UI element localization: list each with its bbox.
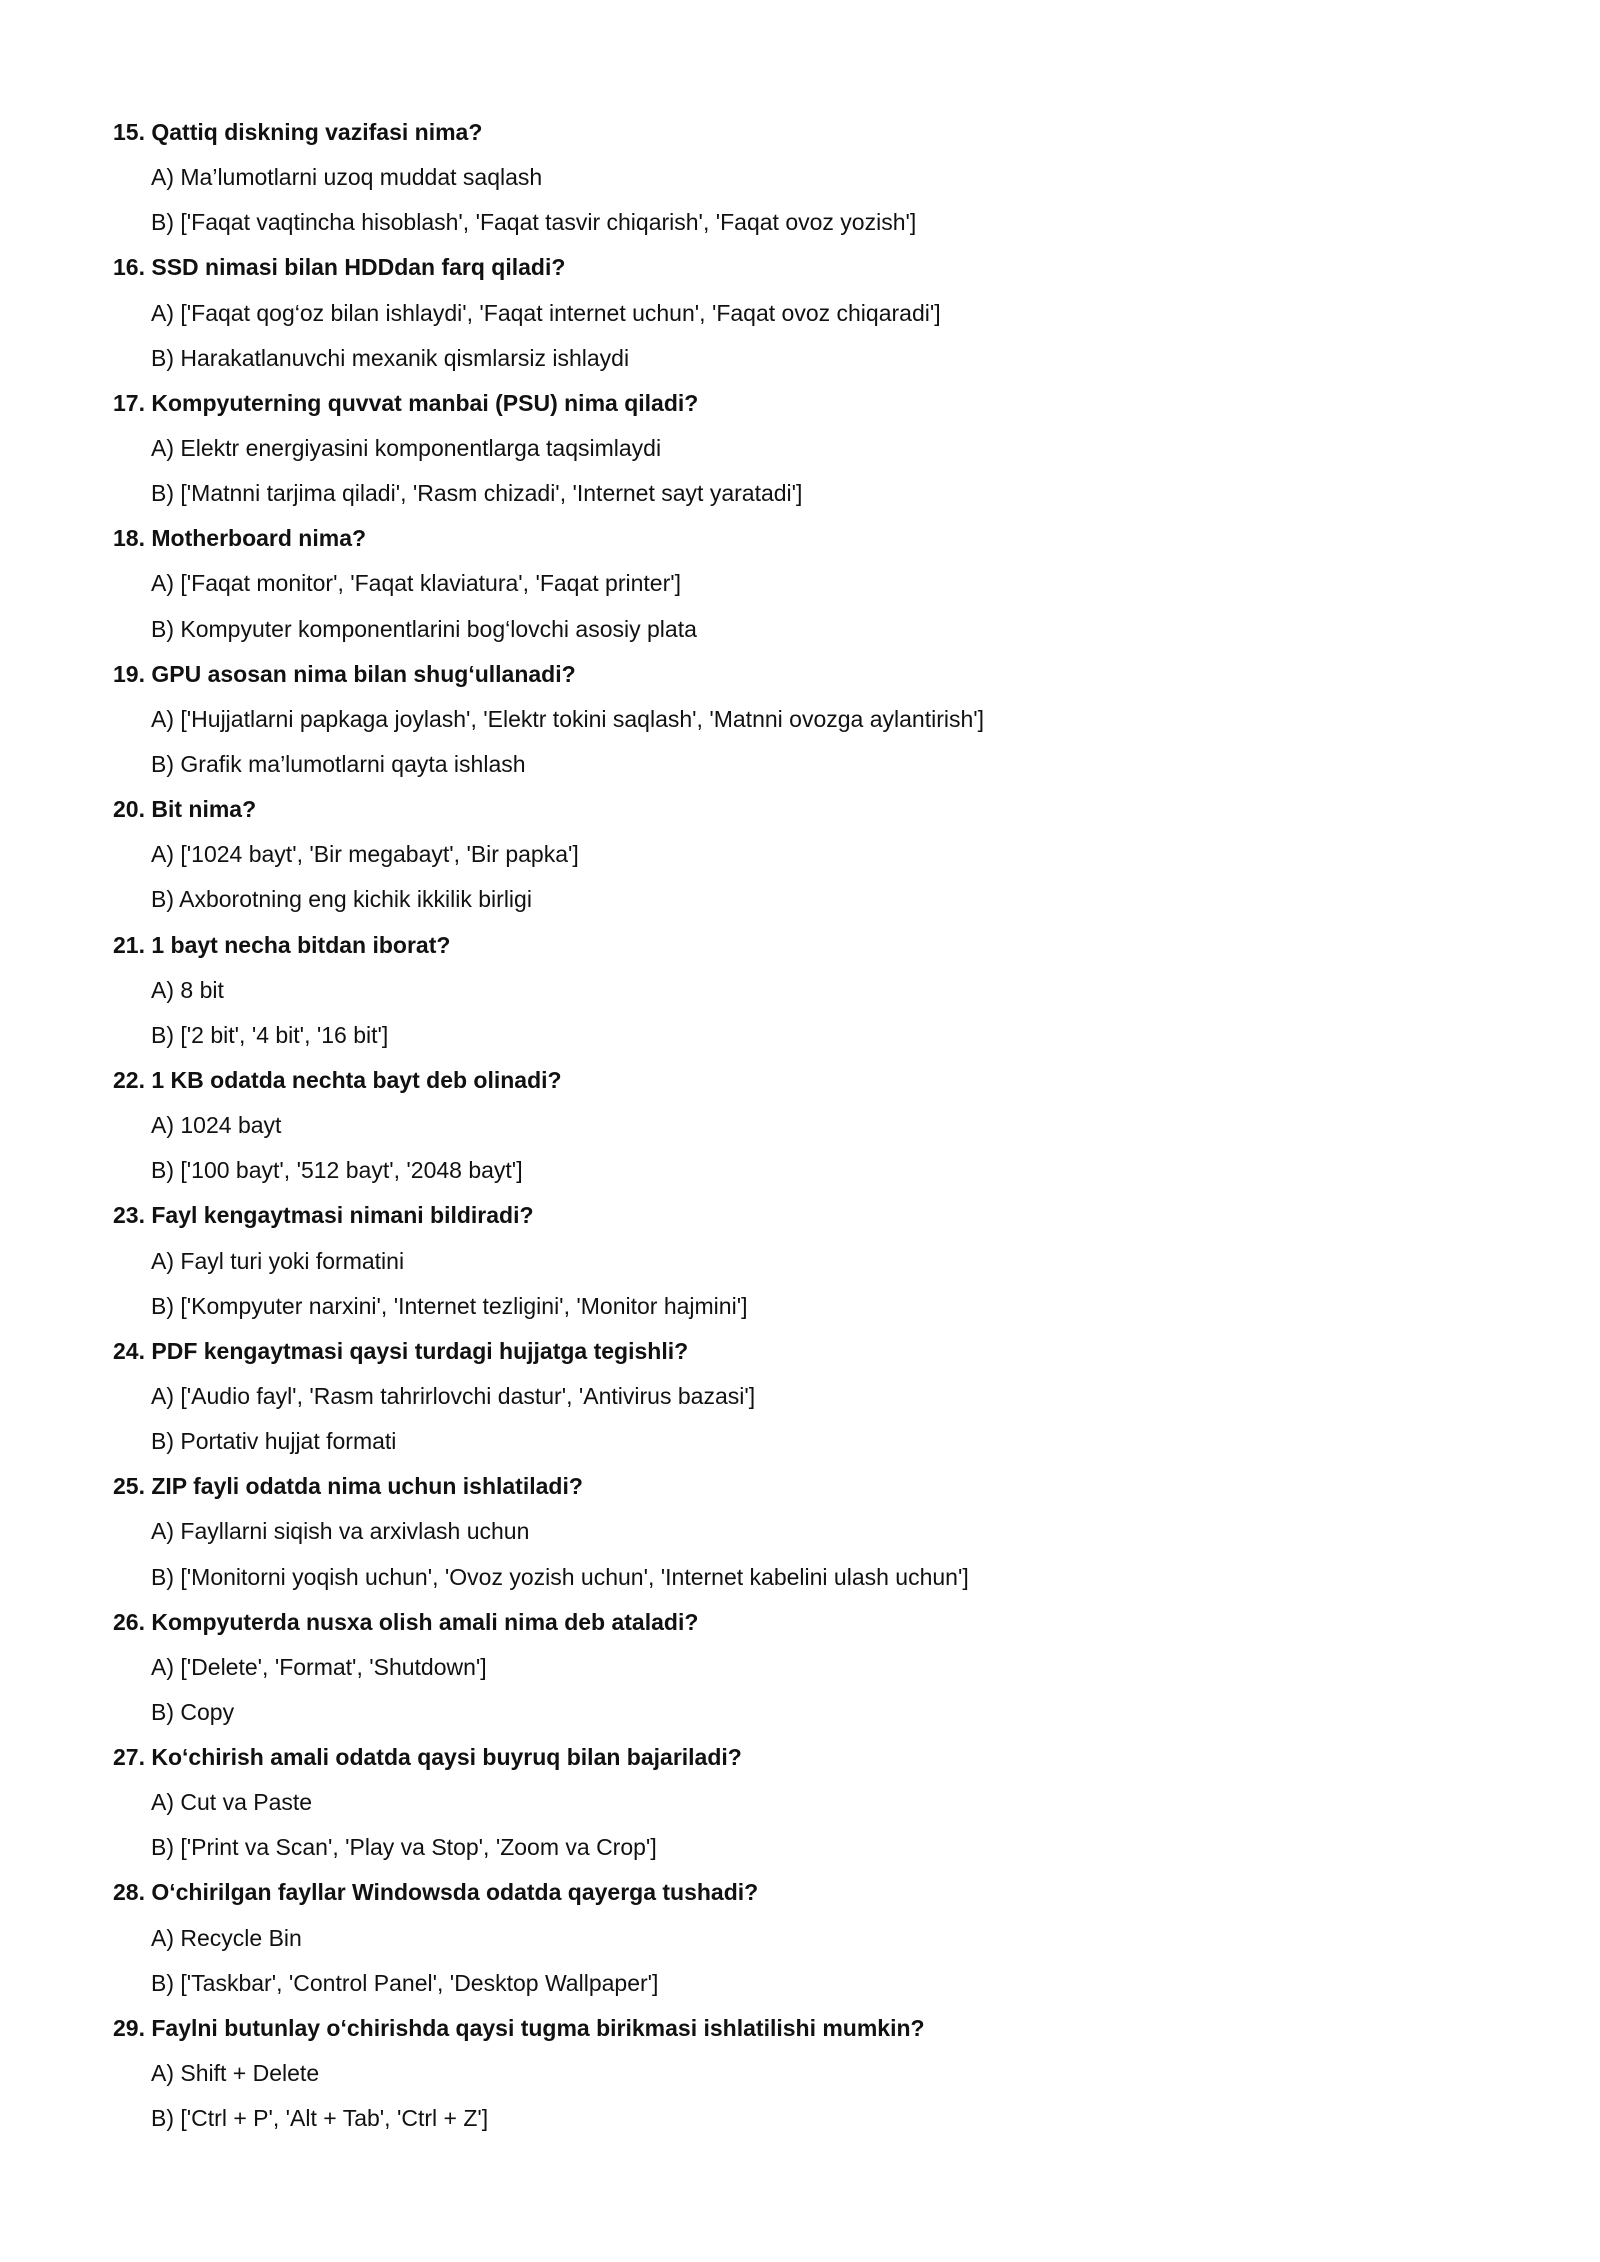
option-b: B) ['2 bit', '4 bit', '16 bit'] [151, 1021, 389, 1048]
option-b: B) ['Taskbar', 'Control Panel', 'Desktop Wallpaper'] [151, 1969, 659, 1996]
question-block [113, 381, 1513, 516]
question-title: 26. Kompyuterda nusxa olish amali nima deb ataladi? [113, 1608, 699, 1635]
option-a: A) 8 bit [151, 976, 224, 1003]
option-a: A) Shift + Delete [151, 2060, 320, 2087]
question-block [113, 110, 1513, 245]
option-a: A) ['1024 bayt', 'Bir megabayt', 'Bir papka'] [151, 841, 579, 868]
question-title: 21. 1 bayt necha bitdan iborat? [113, 931, 451, 958]
option-a: A) ['Audio fayl', 'Rasm tahrirlovchi dastur', 'Antivirus bazasi'] [151, 1382, 756, 1409]
question-title: 16. SSD nimasi bilan HDDdan farq qiladi? [113, 254, 566, 281]
question-title: 17. Kompyuterning quvvat manbai (PSU) nima qiladi? [113, 389, 699, 416]
option-b: B) Grafik ma’lumotlarni qayta ishlash [151, 750, 526, 777]
question-block [113, 516, 1513, 651]
question-block [113, 1193, 1513, 1328]
question-title: 19. GPU asosan nima bilan shug‘ullanadi? [113, 660, 576, 687]
option-b: B) ['Ctrl + P', 'Alt + Tab', 'Ctrl + Z'] [151, 2105, 489, 2132]
option-a: A) ['Faqat monitor', 'Faqat klaviatura', 'Faqat printer'] [151, 570, 682, 597]
question-title: 25. ZIP fayli odatda nima uchun ishlatiladi? [113, 1473, 583, 1500]
option-b: B) Axborotning eng kichik ikkilik birligi [151, 886, 532, 913]
option-a: A) Cut va Paste [151, 1789, 313, 1816]
option-b: B) Copy [151, 1698, 235, 1725]
option-a: A) Elektr energiyasini komponentlarga taqsimlaydi [151, 434, 662, 461]
question-block [113, 652, 1513, 787]
question-title: 27. Ko‘chirish amali odatda qaysi buyruq bilan bajariladi? [113, 1744, 742, 1771]
question-title: 22. 1 KB odatda nechta bayt deb olinadi? [113, 1066, 562, 1093]
option-b: B) ['Monitorni yoqish uchun', 'Ovoz yozish uchun', 'Internet kabelini ulash uchun'] [151, 1563, 969, 1590]
question-title: 29. Faylni butunlay o‘chirishda qaysi tugma birikmasi ishlatilishi mumkin? [113, 2014, 925, 2041]
option-a: A) Recycle Bin [151, 1924, 302, 1951]
question-title: 28. O‘chirilgan fayllar Windowsda odatda qayerga tushadi? [113, 1879, 759, 1906]
question-block [113, 1464, 1513, 1599]
option-b: B) ['Faqat vaqtincha hisoblash', 'Faqat tasvir chiqarish', 'Faqat ovoz yozish'] [151, 209, 917, 236]
option-b: B) Kompyuter komponentlarini bog‘lovchi asosiy plata [151, 615, 697, 642]
question-block [113, 1600, 1513, 1735]
question-title: 18. Motherboard nima? [113, 525, 367, 552]
option-b: B) ['Kompyuter narxini', 'Internet tezligini', 'Monitor hajmini'] [151, 1292, 748, 1319]
question-block [113, 1329, 1513, 1464]
question-block [113, 2006, 1513, 2141]
question-block [113, 1735, 1513, 1870]
question-title: 24. PDF kengaytmasi qaysi turdagi hujjatga tegishli? [113, 1337, 689, 1364]
question-block [113, 787, 1513, 922]
option-a: A) Fayl turi yoki formatini [151, 1247, 405, 1274]
option-b: B) ['Matnni tarjima qiladi', 'Rasm chizadi', 'Internet sayt yaratadi'] [151, 480, 803, 507]
option-a: A) ['Faqat qog‘oz bilan ishlaydi', 'Faqat internet uchun', 'Faqat ovoz chiqaradi'] [151, 299, 941, 326]
question-title: 15. Qattiq diskning vazifasi nima? [113, 119, 483, 145]
question-title: 23. Fayl kengaytmasi nimani bildiradi? [113, 1202, 534, 1229]
option-b: B) Harakatlanuvchi mexanik qismlarsiz ishlaydi [151, 344, 630, 371]
option-a: A) ['Delete', 'Format', 'Shutdown'] [151, 1653, 487, 1680]
question-title: 20. Bit nima? [113, 796, 257, 823]
option-b: B) ['100 bayt', '512 bayt', '2048 bayt'] [151, 1157, 523, 1184]
question-block [113, 1870, 1513, 2005]
question-block [113, 245, 1513, 380]
option-b: B) Portativ hujjat formati [151, 1428, 397, 1455]
question-block [113, 1058, 1513, 1193]
option-a: A) 1024 bayt [151, 1112, 282, 1139]
question-block [113, 923, 1513, 1058]
option-a: A) ['Hujjatlarni papkaga joylash', 'Elektr tokini saqlash', 'Matnni ovozga aylantirish'] [151, 705, 985, 732]
option-b: B) ['Print va Scan', 'Play va Stop', 'Zoom va Crop'] [151, 1834, 657, 1861]
option-a: A) Fayllarni siqish va arxivlash uchun [151, 1518, 530, 1545]
option-a: A) Ma’lumotlarni uzoq muddat saqlash [151, 164, 543, 191]
question-list [113, 110, 1513, 2141]
